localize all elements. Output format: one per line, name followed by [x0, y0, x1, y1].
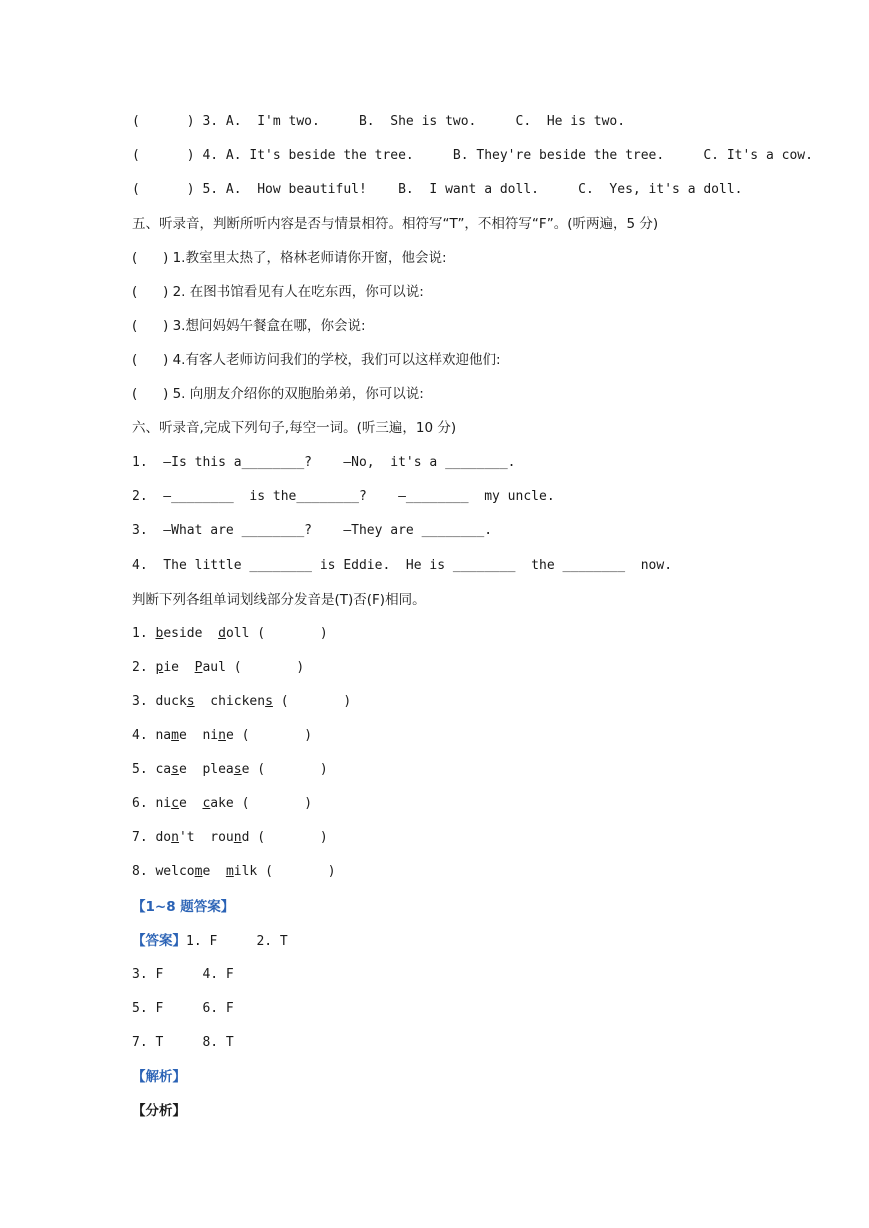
- phonics-number: 8.: [132, 864, 148, 879]
- underlined-letters: s: [186, 694, 195, 709]
- question-6-3: 3. —What are ________? —They are ________.: [132, 523, 493, 538]
- phonics-word-1: [155, 626, 202, 641]
- answer-first: 1. F 2. T: [186, 934, 288, 949]
- phonics-word-2: [202, 728, 233, 743]
- phonics-word-2: [195, 660, 226, 675]
- phonics-word-1: [155, 864, 210, 879]
- word-part: ca: [155, 762, 172, 777]
- question-4-4: ( ) 4. A. It's beside the tree. B. They're beside the tree. C. It's a cow.: [132, 148, 813, 163]
- fenxi-label: 【分析】: [132, 1103, 186, 1119]
- word-part: na: [155, 728, 172, 743]
- word-part: ie: [163, 660, 179, 675]
- answer-blank: ( ): [241, 796, 313, 811]
- word-part: e: [241, 762, 250, 777]
- phonics-word-1: [155, 660, 178, 675]
- phonics-number: 4.: [132, 728, 148, 743]
- word-part: ni: [202, 728, 219, 743]
- phonics-number: 3.: [132, 694, 148, 709]
- underlined-letters: s: [233, 762, 242, 777]
- section-6-title: 六、听录音,完成下列句子,每空一词。(听三遍，10 分): [132, 420, 457, 436]
- phonics-word-1: [155, 796, 186, 811]
- phonics-number: 7.: [132, 830, 148, 845]
- phonics-number: 5.: [132, 762, 148, 777]
- phonics-number: 6.: [132, 796, 148, 811]
- underlined-letters: s: [171, 762, 179, 777]
- phonics-word-2: [210, 694, 273, 709]
- question-5-4: ( ) 4.有客人老师访问我们的学校，我们可以这样欢迎他们:: [132, 352, 501, 368]
- phonics-number: 1.: [132, 626, 148, 641]
- phonics-item: [132, 795, 312, 813]
- phonics-item: [132, 829, 328, 847]
- answer-label: 【答案】: [132, 933, 186, 949]
- word-part: oll: [225, 626, 250, 641]
- word-part: 't: [178, 830, 195, 845]
- underlined-letters: d: [218, 626, 226, 641]
- phonics-number: 2.: [132, 660, 148, 675]
- underlined-letters: s: [265, 694, 273, 709]
- word-part: e: [178, 728, 187, 743]
- phonics-word-2: [226, 864, 257, 879]
- phonics-item: [132, 863, 336, 881]
- word-part: welco: [155, 864, 195, 879]
- phonics-title: 判断下列各组单词划线部分发音是(T)否(F)相同。: [132, 592, 426, 608]
- word-part: e: [178, 796, 187, 811]
- underlined-letters: b: [155, 626, 164, 641]
- section-5-title: 五、听录音，判断所听内容是否与情景相符。相符写“T”，不相符写“F”。(听两遍，5 分): [132, 216, 659, 232]
- word-part: e: [202, 864, 211, 879]
- word-part: e: [225, 728, 234, 743]
- underlined-letters: m: [225, 864, 234, 879]
- answer-blank: ( ): [233, 660, 305, 675]
- answer-row-1: [132, 932, 288, 950]
- answer-row-2: 3. F 4. F: [132, 967, 234, 982]
- question-5-5: ( ) 5. 向朋友介绍你的双胞胎弟弟，你可以说:: [132, 386, 424, 402]
- word-part: duck: [155, 694, 187, 709]
- word-part: rou: [210, 830, 234, 845]
- answer-header: 【1~8 题答案】: [132, 899, 235, 915]
- phonics-item: [132, 693, 351, 711]
- word-part: eside: [163, 626, 203, 641]
- answer-row-3: 5. F 6. F: [132, 1001, 234, 1016]
- phonics-word-2: [202, 796, 233, 811]
- answer-blank: ( ): [257, 626, 328, 641]
- answer-blank: ( ): [257, 762, 328, 777]
- phonics-word-2: [202, 762, 249, 777]
- word-part: chicken: [210, 694, 266, 709]
- word-part: e: [178, 762, 187, 777]
- word-part: do: [155, 830, 172, 845]
- underlined-letters: m: [171, 728, 179, 743]
- analysis-label: 【解析】: [132, 1069, 186, 1085]
- phonics-item: [132, 659, 304, 677]
- answer-blank: ( ): [280, 694, 352, 709]
- phonics-word-1: [155, 830, 194, 845]
- question-6-1: 1. —Is this a________? —No, it's a ________.: [132, 455, 516, 470]
- underlined-letters: P: [194, 660, 203, 675]
- underlined-letters: n: [171, 830, 179, 845]
- question-5-1: ( ) 1.教室里太热了，格林老师请你开窗，他会说:: [132, 250, 447, 266]
- phonics-item: [132, 625, 328, 643]
- underlined-letters: c: [202, 796, 211, 811]
- underlined-letters: n: [233, 830, 242, 845]
- word-part: d: [241, 830, 250, 845]
- phonics-word-2: [218, 626, 249, 641]
- answer-row-4: 7. T 8. T: [132, 1035, 234, 1050]
- question-5-2: ( ) 2. 在图书馆看见有人在吃东西，你可以说:: [132, 284, 424, 300]
- question-4-3: ( ) 3. A. I'm two. B. She is two. C. He is two.: [132, 114, 626, 129]
- answer-blank: ( ): [265, 864, 336, 879]
- word-part: ilk: [233, 864, 258, 879]
- phonics-word-2: [210, 830, 249, 845]
- word-part: plea: [202, 762, 234, 777]
- phonics-item: [132, 761, 328, 779]
- word-part: ni: [155, 796, 172, 811]
- phonics-item: [132, 727, 312, 745]
- underlined-letters: m: [194, 864, 203, 879]
- underlined-letters: n: [218, 728, 226, 743]
- question-6-4: 4. The little ________ is Eddie. He is ________ the ________ now.: [132, 558, 673, 573]
- question-5-3: ( ) 3.想问妈妈午餐盒在哪，你会说:: [132, 318, 366, 334]
- phonics-word-1: [155, 762, 186, 777]
- answer-blank: ( ): [241, 728, 313, 743]
- phonics-word-1: [155, 694, 194, 709]
- underlined-letters: c: [171, 796, 179, 811]
- word-part: ake: [210, 796, 234, 811]
- underlined-letters: p: [155, 660, 164, 675]
- phonics-word-1: [155, 728, 186, 743]
- question-6-2: 2. —________ is the________? —________ my uncle.: [132, 489, 555, 504]
- question-4-5: ( ) 5. A. How beautiful! B. I want a doll. C. Yes, it's a doll.: [132, 182, 743, 197]
- answer-blank: ( ): [257, 830, 328, 845]
- word-part: aul: [202, 660, 226, 675]
